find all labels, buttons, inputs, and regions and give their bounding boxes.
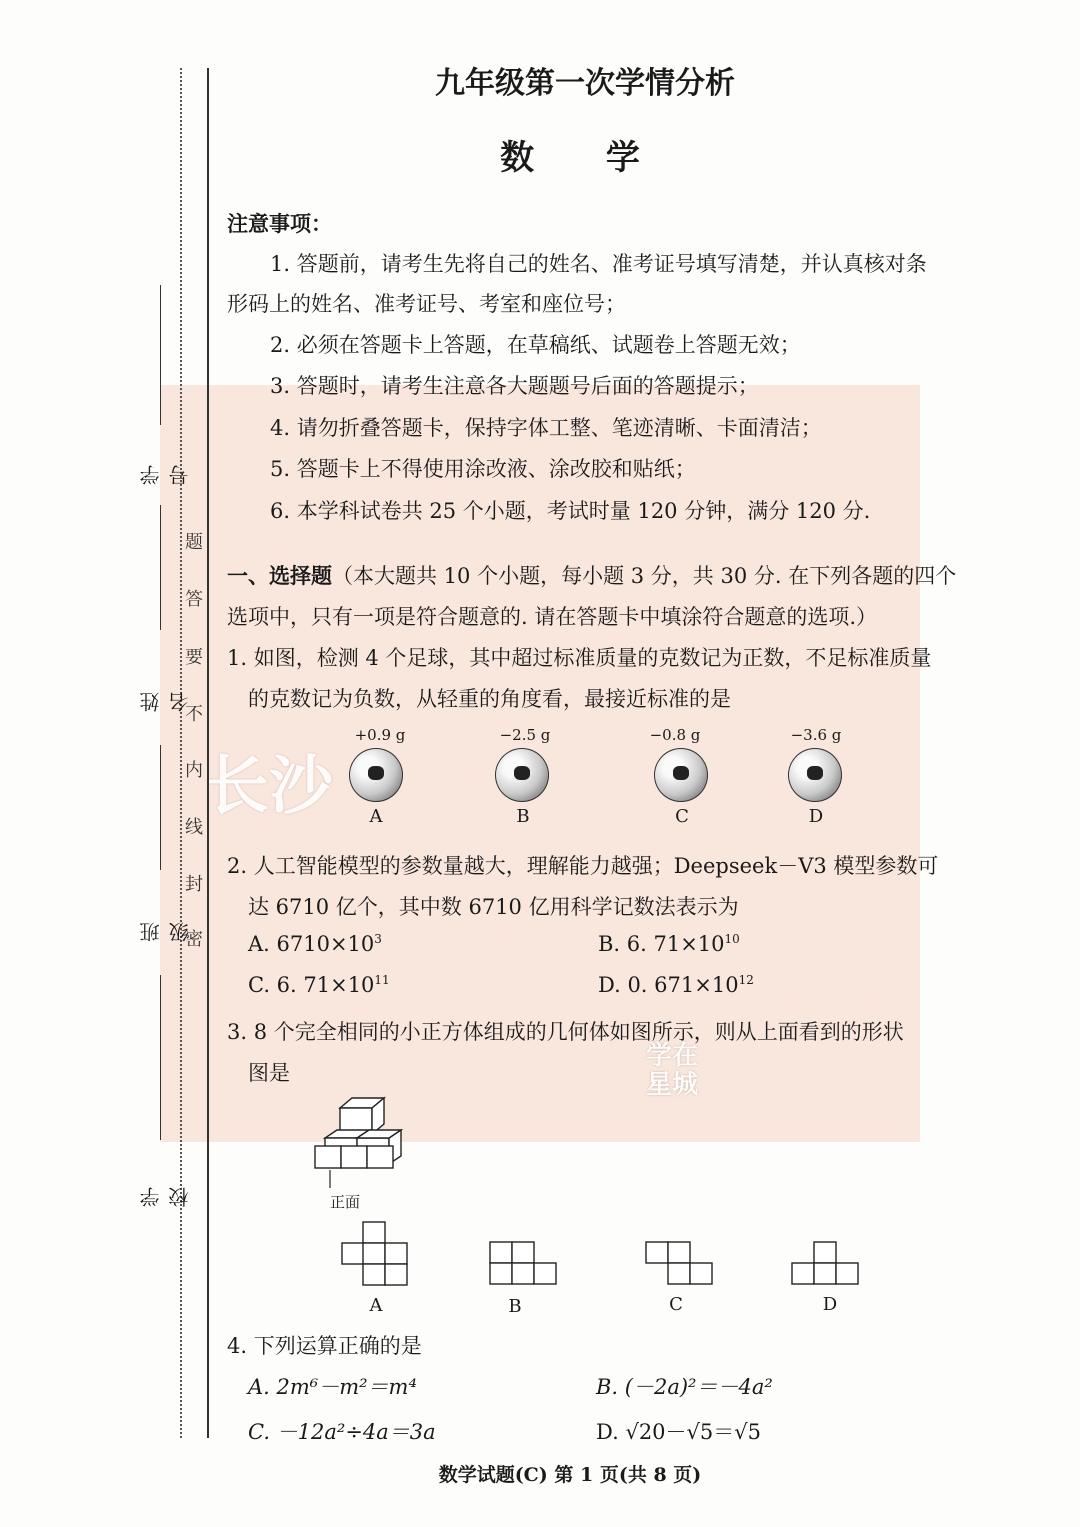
xuexiao-fill-line bbox=[160, 975, 161, 1140]
notice-item: 形码上的姓名、准考证号、考室和座位号； bbox=[227, 292, 626, 316]
q2-option-d bbox=[598, 973, 754, 997]
q2-option-b bbox=[598, 932, 740, 956]
seal-char: 不 bbox=[185, 704, 203, 725]
page-footer: 数学试题(C) 第 1 页(共 8 页) bbox=[438, 1464, 702, 1486]
seal-char: 内 bbox=[185, 760, 203, 781]
soccer-ball-icon bbox=[654, 748, 708, 802]
banji-fill-line bbox=[160, 745, 161, 870]
section1-heading: 一、选择题 bbox=[227, 563, 332, 588]
q1-stem: 1. 如图，检测 4 个足球，其中超过标准质量的克数记为正数，不足标准质量 bbox=[227, 646, 932, 670]
section1-desc: （本大题共 10 个小题，每小题 3 分，共 30 分. 在下列各题的四个 bbox=[332, 564, 957, 588]
q2-option-a-exp: 3 bbox=[374, 932, 382, 946]
ball-value: −2.5 g bbox=[499, 726, 551, 744]
soccer-ball-icon bbox=[788, 748, 842, 802]
section1-desc-2: 选项中，只有一项是符合题意的. 请在答题卡中填涂符合题意的选项.） bbox=[227, 605, 878, 629]
q2-option-d-exp: 12 bbox=[738, 973, 754, 987]
q1-stem-2: 的克数记为负数，从轻重的角度看，最接近标准的是 bbox=[248, 687, 731, 711]
top-view-option-a bbox=[340, 1220, 412, 1288]
q2-option-a bbox=[248, 932, 382, 956]
option-letter: D bbox=[808, 806, 824, 827]
q4-option-c: C. －12a²÷4a＝3a bbox=[248, 1420, 436, 1444]
seal-char: 密 bbox=[185, 929, 203, 950]
section1-header bbox=[227, 560, 956, 590]
notice-item: 6. 本学科试卷共 25 个小题，考试时量 120 分钟，满分 120 分. bbox=[270, 499, 871, 523]
notice-item: 3. 答题时，请考生注意各大题题号后面的答题提示； bbox=[270, 374, 759, 398]
seal-dotted-line bbox=[180, 68, 182, 1438]
xingming-fill-line bbox=[160, 505, 161, 630]
top-view-option-b bbox=[488, 1240, 560, 1288]
soccer-ball-icon bbox=[349, 748, 403, 802]
q4-option-a: A. 2m⁶－m²＝m⁴ bbox=[248, 1375, 417, 1399]
front-view-label: 正面 bbox=[330, 1193, 361, 1211]
q4-stem: 4. 下列运算正确的是 bbox=[227, 1334, 422, 1358]
seal-char: 答 bbox=[185, 589, 203, 610]
label-xuehao: 学 号 bbox=[139, 445, 192, 485]
xuehao-fill-line bbox=[160, 285, 161, 425]
option-letter: D bbox=[822, 1294, 838, 1315]
ball-value: +0.9 g bbox=[354, 726, 406, 744]
notice-item: 2. 必须在答题卡上答题，在草稿纸、试题卷上答题无效； bbox=[270, 333, 801, 357]
seal-char: 题 bbox=[185, 532, 203, 553]
q2-option-b-text: B. 6. 71×10 bbox=[598, 932, 725, 956]
notice-item: 5. 答题卡上不得使用涂改液、涂改胶和贴纸； bbox=[270, 457, 696, 481]
label-banji: 班 级 bbox=[139, 902, 192, 943]
ball-value: −3.6 g bbox=[790, 726, 842, 744]
option-letter: C bbox=[669, 1294, 683, 1315]
q3-stem-2: 图是 bbox=[248, 1061, 290, 1085]
option-letter: A bbox=[369, 1295, 383, 1316]
option-letter: A bbox=[369, 806, 383, 827]
q2-stem: 2. 人工智能模型的参数量越大，理解能力越强；Deepseek－V3 模型参数可 bbox=[227, 854, 939, 878]
q3-stem: 3. 8 个完全相同的小正方体组成的几何体如图所示，则从上面看到的形状 bbox=[227, 1020, 904, 1044]
exam-subject: 数 学 bbox=[500, 138, 670, 178]
watermark-brand-1: 学在 bbox=[646, 1041, 699, 1071]
option-letter: C bbox=[675, 806, 689, 827]
q2-option-a-text: A. 6710×10 bbox=[248, 932, 375, 956]
label-xingming: 姓 名 bbox=[139, 672, 192, 713]
q4-option-d: D. √20－√5＝√5 bbox=[596, 1420, 762, 1444]
ball-value: −0.8 g bbox=[649, 726, 701, 744]
notice-item: 4. 请勿折叠答题卡，保持字体工整、笔迹清晰、卡面清洁； bbox=[270, 416, 822, 440]
option-letter: B bbox=[508, 1296, 522, 1317]
q2-option-b-exp: 10 bbox=[724, 932, 740, 946]
seal-char: 线 bbox=[185, 817, 203, 838]
seal-char: 封 bbox=[185, 874, 203, 895]
watermark-brand-2: 星城 bbox=[646, 1070, 699, 1100]
watermark-city: 长沙 bbox=[205, 750, 333, 824]
top-view-option-d bbox=[790, 1240, 862, 1288]
seal-solid-line bbox=[207, 68, 209, 1438]
soccer-ball-icon bbox=[495, 748, 549, 802]
notice-item: 1. 答题前，请考生先将自己的姓名、准考证号填写清楚，并认真核对条 bbox=[270, 252, 927, 276]
label-xuexiao: 学 校 bbox=[139, 1167, 192, 1208]
q2-option-d-text: D. 0. 671×10 bbox=[598, 973, 739, 997]
seal-char: 要 bbox=[185, 647, 203, 668]
notice-heading: 注意事项： bbox=[227, 211, 332, 236]
cube-solid-figure bbox=[300, 1090, 420, 1190]
q2-stem-2: 达 6710 亿个，其中数 6710 亿用科学记数法表示为 bbox=[248, 895, 739, 919]
q2-option-c-exp: 11 bbox=[374, 973, 390, 987]
top-view-option-c bbox=[644, 1240, 716, 1288]
q2-option-c-text: C. 6. 71×10 bbox=[248, 973, 375, 997]
exam-title: 九年级第一次学情分析 bbox=[435, 66, 735, 101]
q4-option-b: B. (－2a)²＝－4a² bbox=[596, 1375, 773, 1399]
q2-option-c bbox=[248, 973, 390, 997]
option-letter: B bbox=[516, 806, 530, 827]
